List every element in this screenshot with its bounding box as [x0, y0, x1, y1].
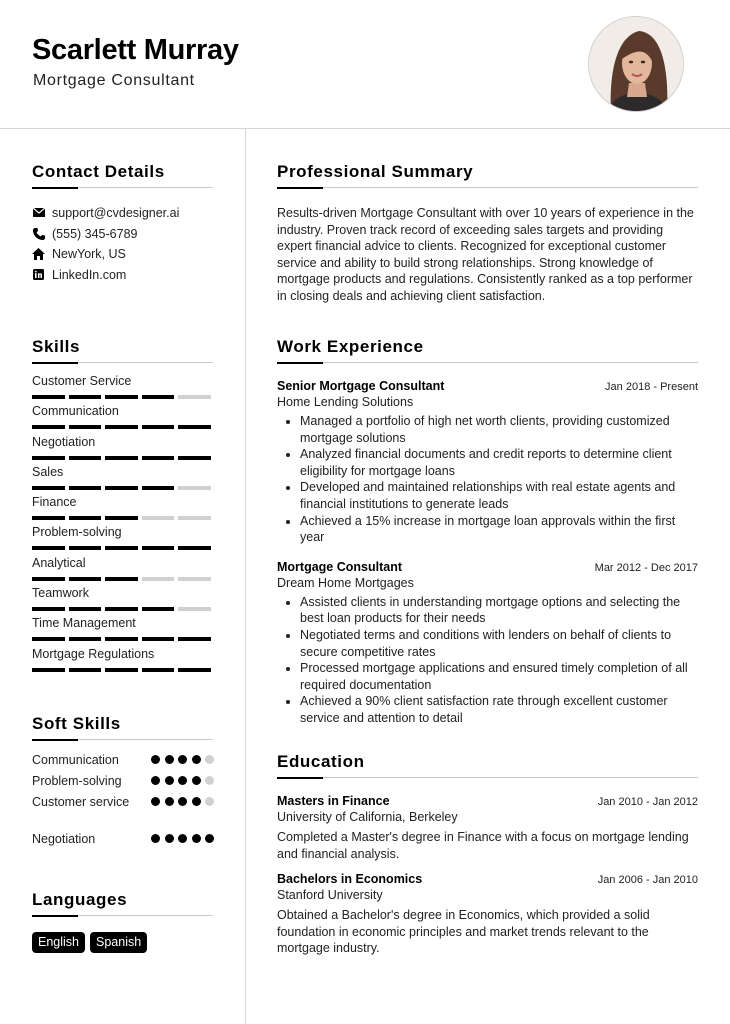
skill-name: Time Management — [32, 616, 136, 631]
skill-level-segment — [178, 456, 211, 460]
skill-item — [32, 556, 213, 586]
soft-skill-name: Negotiation — [32, 832, 96, 846]
skill-level-segment — [142, 607, 175, 611]
skill-item — [32, 586, 213, 616]
soft-skill-rating — [151, 776, 215, 785]
rating-dot — [205, 755, 214, 764]
rating-dot — [205, 834, 214, 843]
skills-heading: Skills — [32, 337, 213, 363]
soft-skills-heading: Soft Skills — [32, 714, 213, 740]
skill-name: Mortgage Regulations — [32, 646, 155, 661]
rating-dot — [192, 755, 201, 764]
education-dates: Jan 2010 - Jan 2012 — [597, 796, 698, 808]
skill-level-segment — [32, 637, 65, 641]
skill-name: Negotiation — [32, 434, 96, 449]
skill-level-segment — [178, 516, 211, 520]
contact-email-text: support@cvdesigner.ai — [52, 206, 180, 221]
skill-level-segment — [178, 577, 211, 581]
skill-level-segment — [69, 486, 102, 490]
job-entry — [277, 560, 698, 727]
resume-header — [0, 0, 730, 129]
contact-heading: Contact Details — [32, 162, 213, 188]
skill-name: Finance — [32, 495, 77, 510]
language-badge: Spanish — [90, 932, 147, 953]
skill-level-segment — [105, 456, 138, 460]
skill-level-segment — [32, 395, 65, 399]
school-name: Stanford University — [277, 888, 383, 903]
skill-level-segment — [32, 577, 65, 581]
skill-level-segment — [32, 607, 65, 611]
job-title: Senior Mortgage Consultant — [277, 379, 445, 393]
school-name: University of California, Berkeley — [277, 810, 458, 824]
contact-linkedin[interactable] — [32, 265, 213, 286]
skill-level-bar — [32, 546, 213, 550]
languages-heading: Languages — [32, 890, 213, 916]
skill-level-segment — [69, 637, 102, 641]
linkedin-icon — [32, 268, 45, 281]
soft-skills-section — [32, 714, 213, 863]
degree-title: Bachelors in Economics — [277, 872, 423, 887]
job-bullets — [277, 594, 698, 727]
skill-level-segment — [142, 395, 175, 399]
soft-skills-list — [32, 753, 213, 863]
skill-name: Teamwork — [32, 586, 89, 601]
skill-level-segment — [178, 425, 211, 429]
rating-dot — [192, 834, 201, 843]
skill-name: Problem-solving — [32, 525, 122, 540]
skill-level-bar — [32, 395, 213, 399]
skill-level-segment — [69, 607, 102, 611]
portrait-image — [589, 17, 684, 112]
rating-dot — [165, 755, 174, 764]
rating-dot — [165, 797, 174, 806]
rating-dot — [178, 755, 187, 764]
job-bullet: • Achieved a 90% client satisfaction rate through excellent customer service and attention to detail — [300, 693, 698, 726]
skill-item — [32, 404, 213, 434]
rating-dot — [165, 776, 174, 785]
skill-level-segment — [142, 456, 175, 460]
summary-text: Results-driven Mortgage Consultant with over 10 years of experience in the industry. Proven track record of exceeding sales targets and providing expert financial advice to clients. Recognized for exceptional customer service and ability to build strong relationships. Strong knowledge of mortgage products and regulations. Consistently ranked as a top performer in closing deals and achieving client satisfaction. — [277, 206, 694, 303]
candidate-name: Scarlett Murray — [32, 34, 239, 66]
contact-phone-text: (555) 345-6789 — [52, 226, 138, 241]
skill-level-bar — [32, 637, 213, 641]
language-badge: English — [32, 932, 85, 953]
skill-name: Sales — [32, 464, 64, 479]
education-description: Completed a Master's degree in Finance with a focus on mortgage lending and financial analysis. — [277, 830, 689, 861]
degree-title: Masters in Finance — [277, 794, 390, 808]
job-company: Home Lending Solutions — [277, 395, 414, 409]
envelope-icon — [32, 207, 45, 220]
skill-level-segment — [142, 577, 175, 581]
rating-dot — [151, 755, 160, 764]
rating-dot — [178, 834, 187, 843]
job-entry — [277, 379, 698, 546]
skill-level-segment — [105, 486, 138, 490]
job-bullet: • Processed mortgage applications and ensured timely completion of all required documentation — [300, 660, 698, 693]
skill-level-segment — [69, 577, 102, 581]
job-dates: Mar 2012 - Dec 2017 — [594, 561, 698, 574]
skill-level-segment — [142, 546, 175, 550]
skill-level-segment — [105, 607, 138, 611]
job-bullet: • Assisted clients in understanding mortgage options and selecting the best loan products for their needs — [300, 594, 698, 627]
skill-level-segment — [105, 395, 138, 399]
rating-dot — [151, 797, 160, 806]
rating-dot — [205, 797, 214, 806]
skill-level-segment — [178, 395, 211, 399]
contact-section — [32, 162, 213, 285]
job-company: Dream Home Mortgages — [277, 575, 414, 590]
skill-item — [32, 465, 213, 495]
skill-name: Analytical — [32, 555, 86, 570]
education-section — [277, 752, 698, 957]
skill-level-segment — [105, 425, 138, 429]
skill-level-segment — [69, 668, 102, 672]
education-description: Obtained a Bachelor's degree in Economics, which provided a solid foundation in economic principles and market trends relevant to the mortgage industry. — [277, 908, 650, 956]
job-bullet: • Managed a portfolio of high net worth clients, providing customized mortgage solutions — [300, 413, 698, 446]
rating-dot — [192, 797, 201, 806]
skill-level-segment — [69, 546, 102, 550]
language-list — [32, 932, 213, 953]
skill-level-segment — [105, 637, 138, 641]
job-dates: Jan 2018 - Present — [605, 381, 698, 393]
skill-item — [32, 374, 213, 404]
skill-level-segment — [105, 516, 138, 520]
skill-level-segment — [105, 668, 138, 672]
skill-level-segment — [69, 395, 102, 399]
skill-item — [32, 525, 213, 555]
rating-dot — [165, 834, 174, 843]
skills-list — [32, 374, 213, 677]
contact-location — [32, 244, 213, 265]
phone-icon — [32, 227, 45, 240]
contact-phone[interactable] — [32, 224, 213, 245]
skill-level-segment — [32, 456, 65, 460]
skill-item — [32, 495, 213, 525]
skill-level-segment — [178, 607, 211, 611]
rating-dot — [178, 776, 187, 785]
column-divider — [245, 129, 246, 1024]
skill-level-bar — [32, 456, 213, 460]
job-title: Mortgage Consultant — [277, 559, 402, 574]
soft-skill-name: Problem-solving — [32, 774, 122, 788]
candidate-title: Mortgage Consultant — [33, 72, 195, 89]
rating-dot — [151, 834, 160, 843]
skill-level-segment — [69, 516, 102, 520]
skill-level-bar — [32, 486, 213, 490]
job-bullets — [277, 413, 698, 546]
skill-level-segment — [178, 637, 211, 641]
skill-level-segment — [142, 637, 175, 641]
skill-item — [32, 435, 213, 465]
rating-dot — [192, 776, 201, 785]
skill-item — [32, 616, 213, 646]
skill-item — [32, 647, 213, 677]
skill-name: Communication — [32, 404, 119, 419]
contact-email[interactable] — [32, 203, 213, 224]
skill-level-bar — [32, 668, 213, 672]
home-icon — [32, 248, 45, 261]
skill-level-segment — [142, 516, 175, 520]
job-bullet: • Analyzed financial documents and credit reports to determine client eligibility for mortgage loans — [300, 446, 698, 479]
skill-level-segment — [142, 425, 175, 429]
job-bullet: • Developed and maintained relationships with real estate agents and financial institutions to generate leads — [300, 479, 698, 512]
job-bullet: • Achieved a 15% increase in mortgage loan approvals within the first year — [300, 513, 698, 546]
contact-list — [32, 203, 213, 285]
rating-dot — [205, 776, 214, 785]
soft-skill-rating — [151, 755, 215, 764]
skill-name: Customer Service — [32, 374, 132, 388]
skill-level-segment — [32, 516, 65, 520]
rating-dot — [151, 776, 160, 785]
experience-section — [277, 337, 698, 727]
contact-linkedin-text: LinkedIn.com — [52, 267, 127, 282]
education-entry — [277, 872, 698, 957]
skill-level-segment — [32, 668, 65, 672]
skill-level-segment — [32, 546, 65, 550]
summary-section — [277, 162, 698, 305]
skill-level-segment — [142, 486, 175, 490]
soft-skill-rating — [151, 797, 215, 806]
skill-level-segment — [142, 668, 175, 672]
experience-heading: Work Experience — [277, 337, 698, 363]
skill-level-segment — [105, 577, 138, 581]
rating-dot — [178, 797, 187, 806]
education-dates: Jan 2006 - Jan 2010 — [597, 874, 698, 887]
skill-level-segment — [32, 425, 65, 429]
profile-photo — [588, 16, 684, 112]
skill-level-bar — [32, 516, 213, 520]
contact-location-text: NewYork, US — [52, 247, 126, 262]
soft-skill-name: Communication — [32, 753, 119, 767]
skill-level-bar — [32, 425, 213, 429]
skill-level-segment — [32, 486, 65, 490]
skill-level-segment — [178, 486, 211, 490]
soft-skill-name: Customer service — [32, 795, 130, 809]
education-entry — [277, 794, 698, 862]
soft-skill-rating — [151, 834, 215, 843]
skill-level-bar — [32, 577, 213, 581]
skill-level-segment — [105, 546, 138, 550]
skill-level-segment — [178, 546, 211, 550]
skill-level-segment — [69, 456, 102, 460]
job-bullet: • Negotiated terms and conditions with lenders on behalf of clients to secure competitive rates — [300, 627, 698, 660]
skill-level-segment — [69, 425, 102, 429]
languages-section — [32, 890, 213, 953]
skill-level-segment — [178, 668, 211, 672]
summary-heading: Professional Summary — [277, 162, 698, 188]
skills-section — [32, 337, 213, 677]
skill-level-bar — [32, 607, 213, 611]
education-heading: Education — [277, 752, 698, 778]
